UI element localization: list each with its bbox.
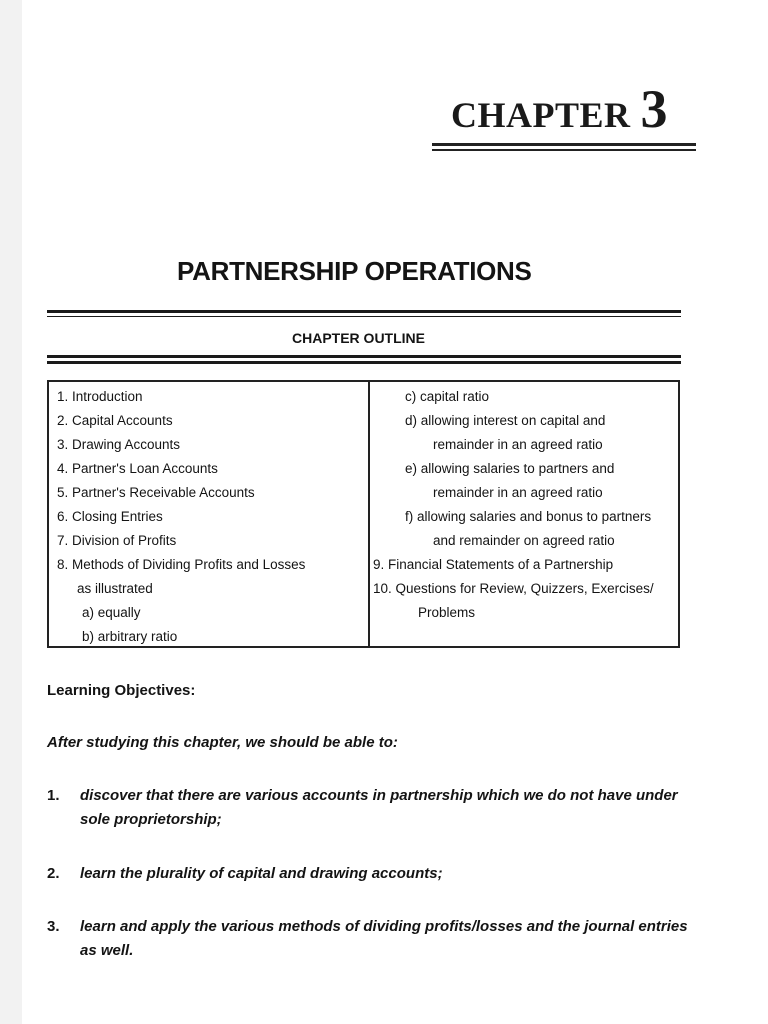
outline-right-column (373, 385, 678, 625)
chapter-number: 3 (640, 79, 668, 139)
objective-number: 2. (47, 865, 60, 882)
document-page (22, 0, 768, 1024)
outline-item: and remainder on agreed ratio (433, 533, 615, 548)
outline-item: f) allowing salaries and bonus to partners (405, 509, 652, 524)
title-rule-thin (47, 316, 681, 317)
outline-item: 9. Financial Statements of a Partnership (373, 557, 614, 572)
outline-item: 4. Partner's Loan Accounts (57, 461, 218, 476)
outline-item: 2. Capital Accounts (57, 413, 173, 428)
objective-item (47, 915, 697, 963)
outline-item: a) equally (82, 605, 141, 620)
outline-item: c) capital ratio (405, 389, 490, 404)
chapter-rule-top (432, 143, 696, 146)
learning-objectives-intro: After studying this chapter, we should be able to: (47, 734, 398, 751)
outline-item: 3. Drawing Accounts (57, 437, 181, 452)
chapter-heading (451, 78, 668, 140)
outline-rule-thick-2 (47, 361, 681, 364)
outline-item: 8. Methods of Dividing Profits and Losses (57, 557, 306, 572)
outline-item: as illustrated (77, 581, 153, 596)
outline-item: 1. Introduction (57, 389, 143, 404)
outline-item: e) allowing salaries to partners and (405, 461, 615, 476)
objective-item (47, 862, 697, 886)
outline-item: d) allowing interest on capital and (405, 413, 606, 428)
chapter-outline-box (47, 380, 680, 648)
objective-item (47, 784, 697, 832)
objective-text: learn the plurality of capital and drawing accounts; (80, 865, 443, 882)
outline-item: 7. Division of Profits (57, 533, 177, 548)
outline-item: b) arbitrary ratio (82, 629, 178, 644)
outline-item: remainder in an agreed ratio (433, 437, 603, 452)
objective-text: discover that there are various accounts in partnership which we do not have under sole proprietorship; (80, 787, 678, 828)
objective-text: learn and apply the various methods of dividing profits/losses and the journal entries as well. (80, 918, 688, 959)
chapter-word: CHAPTER (450, 95, 631, 135)
learning-objectives-heading: Learning Objectives: (47, 682, 196, 699)
outline-item: 5. Partner's Receivable Accounts (57, 485, 255, 500)
outline-column-divider (368, 382, 370, 646)
title-rule-thick (47, 310, 681, 313)
chapter-rule-bottom (432, 149, 696, 151)
outline-item: 6. Closing Entries (57, 509, 163, 524)
outline-rule-thick (47, 355, 681, 358)
outline-label: CHAPTER OUTLINE (292, 330, 425, 346)
outline-item: 10. Questions for Review, Quizzers, Exercises/ (373, 581, 654, 596)
outline-item: Problems (418, 605, 476, 620)
objective-number: 1. (47, 787, 60, 804)
outline-item: remainder in an agreed ratio (433, 485, 603, 500)
objective-number: 3. (47, 918, 60, 935)
page-title: PARTNERSHIP OPERATIONS (177, 256, 532, 286)
outline-left-column (57, 385, 362, 649)
